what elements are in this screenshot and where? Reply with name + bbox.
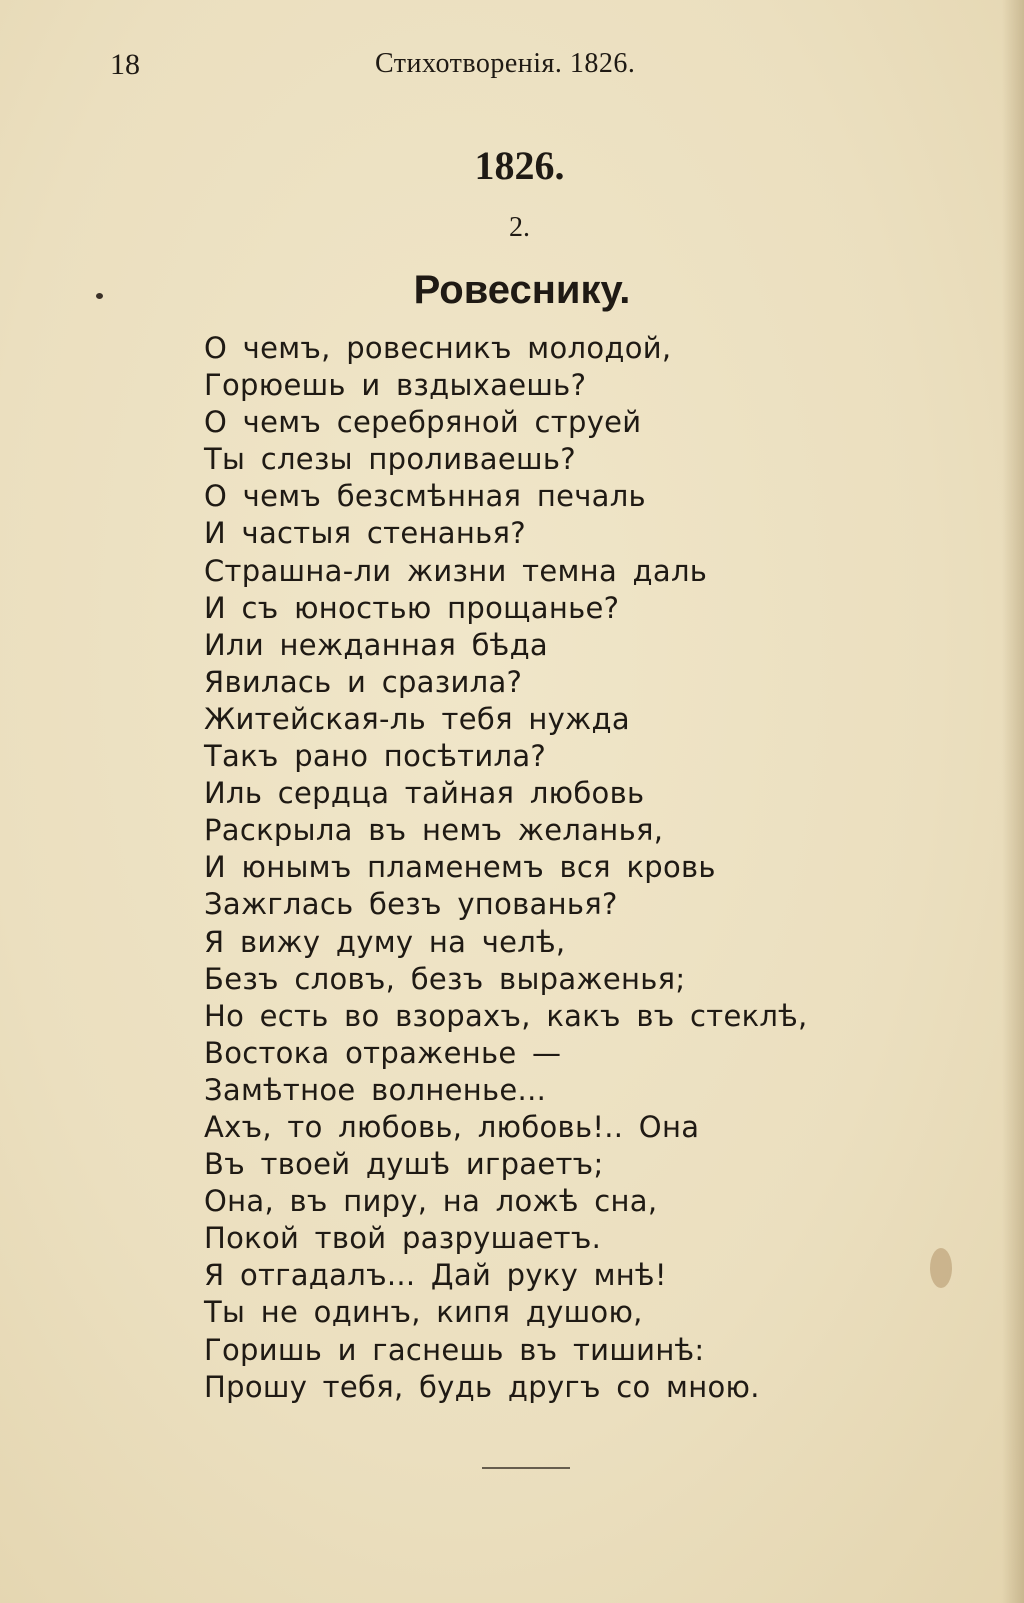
poem-line: О чемъ, ровесникъ молодой, [204, 331, 672, 365]
poem-number: 2. [509, 212, 530, 243]
poem-line: Я отгадалъ... Дай руку мнѣ! [204, 1258, 667, 1293]
paper-stain [930, 1248, 952, 1288]
poem-line: Страшна-ли жизни темна даль [204, 553, 708, 588]
poem-line: Она, въ пиру, на ложѣ сна, [204, 1184, 658, 1219]
poem-line: И съ юностью прощанье? [204, 590, 620, 625]
poem-line: Раскрыла въ немъ желанья, [204, 813, 664, 848]
running-head [110, 48, 670, 88]
poem-line: Зажглась безъ упованья? [204, 887, 618, 922]
running-head-title: Стихотворенія. 1826. [375, 48, 636, 79]
poem-line: Замѣтное волненье... [204, 1072, 547, 1107]
poem-line: Житейская-ль тебя нужда [204, 701, 630, 736]
poem-line: Иль сердца тайная любовь [204, 776, 645, 811]
poem-line: Ахъ, то любовь, любовь!.. Она [204, 1109, 700, 1144]
poem-line: И юнымъ пламенемъ вся кровь [204, 850, 716, 885]
poem-line: Но есть во взорахъ, какъ въ стеклѣ, [204, 998, 808, 1033]
poem-line: О чемъ серебряной струей [204, 405, 642, 440]
poem-line: Горюешь и вздыхаешь? [204, 368, 587, 403]
poem-line: Или нежданная бѣда [204, 627, 548, 662]
poem-line: Покой твой разрушаетъ. [204, 1221, 602, 1256]
poem-line: Такъ рано посѣтила? [204, 739, 547, 774]
poem-line: Прошу тебя, будь другъ со мною. [204, 1369, 760, 1404]
poem-body [204, 330, 904, 1406]
poem-line: Явилась и сразила? [204, 664, 523, 699]
page-number: 18 [110, 48, 140, 81]
poem-title: Ровеснику. [413, 268, 631, 312]
poem-line: Безъ словъ, безъ выраженья; [204, 961, 686, 996]
poem-line: Ты слезы проливаешь? [204, 442, 576, 477]
poem-line: О чемъ безсмѣнная печаль [204, 479, 646, 514]
poem-line: Въ твоей душѣ играетъ; [204, 1147, 604, 1182]
poem-line: Востока отраженье — [204, 1035, 562, 1070]
poem-line: Ты не одинъ, кипя душою, [204, 1295, 643, 1330]
poem-line: Я вижу думу на челѣ, [204, 924, 566, 959]
section-year-heading: 1826. [474, 143, 565, 188]
end-rule [482, 1467, 570, 1469]
poem-line: Горишь и гаснешь въ тишинѣ: [204, 1332, 705, 1367]
poem-line: И частыя стенанья? [204, 516, 526, 551]
